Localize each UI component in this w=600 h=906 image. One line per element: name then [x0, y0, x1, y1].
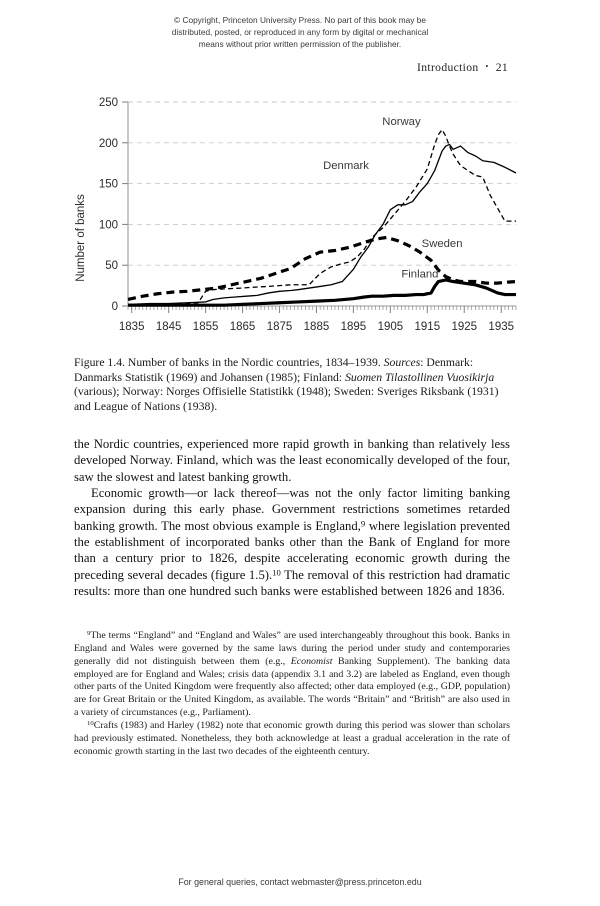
- x-tick-label-1835: 1835: [118, 321, 145, 333]
- series-line-norway: [128, 130, 516, 305]
- chart-series: [128, 130, 516, 305]
- x-tick-label-1845: 1845: [155, 321, 182, 333]
- chart-y-axis-label: Number of banks: [75, 194, 87, 282]
- caption-sources-label: Sources: [383, 356, 421, 369]
- x-tick-label-1905: 1905: [377, 321, 404, 333]
- copyright-line-1: © Copyright, Princeton University Press. No part of this book may be: [174, 15, 426, 25]
- series-label-norway: Norway: [382, 115, 421, 128]
- caption-tail: (various); Norway: Norges Offisielle Statistikk (1948); Sweden: Sveriges Riksbank (1931) and League of Nations (1938).: [74, 385, 499, 413]
- chart-x-axis: [119, 306, 516, 333]
- caption-middle: : Denmark: Danmarks Statistik (1969) and Johansen (1985); Finland:: [74, 356, 474, 384]
- footnote-9: [74, 630, 510, 720]
- footnote-ref-9[interactable]: 9: [360, 518, 366, 529]
- footnote-marker-10: 10: [87, 720, 94, 728]
- series-label-finland: Finland: [401, 268, 439, 281]
- x-tick-label-1895: 1895: [340, 321, 367, 333]
- italic-run: Economist: [290, 655, 333, 667]
- figure-1-4: [72, 88, 522, 350]
- x-tick-label-1935: 1935: [488, 321, 515, 333]
- body-run-2: where legislation prevented the establishment of incorporated banks other than the Bank of England for more than a century prior to 1826, despite accelerating economic growth during the preceding several decades (figure 1.5).: [74, 518, 510, 582]
- copyright-line-3: means without prior written permission of the publisher.: [198, 39, 402, 50]
- footnotes-section: [74, 630, 510, 758]
- y-tick-label-200: 200: [98, 137, 118, 150]
- y-tick-label-0: 0: [111, 301, 118, 313]
- body-run-0: Economic growth—or lack thereof—was not the only factor limiting banking expansion during this early phase. Government restrictions sometimes retarded banking growth. The most obvious example is England,: [74, 486, 510, 533]
- chart-y-axis: [99, 97, 128, 313]
- bullet-separator-icon: •: [485, 62, 489, 71]
- caption-italic-source: Suomen Tilastollinen Vuosikirja: [345, 370, 495, 384]
- body-text: [74, 436, 510, 599]
- series-label-sweden: Sweden: [421, 238, 463, 251]
- series-label-denmark: Denmark: [323, 159, 369, 172]
- y-tick-label-50: 50: [105, 260, 118, 273]
- x-tick-label-1855: 1855: [192, 321, 219, 333]
- y-tick-label-150: 150: [98, 178, 118, 191]
- x-tick-label-1925: 1925: [451, 321, 478, 333]
- caption-prefix: Figure 1.4. Number of banks in the Nordic countries, 1834–1939.: [74, 356, 384, 369]
- body-paragraph-1: [74, 436, 510, 485]
- footnote-marker-9: 9: [87, 630, 91, 638]
- page-footer: [0, 877, 600, 887]
- x-tick-label-1875: 1875: [266, 321, 293, 333]
- figure-caption: [74, 356, 514, 414]
- footnote-run-0: The terms “England” and “England and Wales” are used interchangeably throughout this book. Banks in England and Wales were governed by the same laws during the period under study and contemporaries generally did not distinguish between them (e.g.,: [74, 630, 510, 667]
- nordic-banks-line-chart: [72, 88, 522, 350]
- body-paragraph-2: [74, 485, 510, 599]
- x-tick-label-1885: 1885: [303, 321, 330, 333]
- y-tick-label-100: 100: [98, 219, 118, 232]
- footnote-run-0: Crafts (1983) and Harley (1982) note that economic growth during this period was slower than scholars had previously estimated. Nonetheless, they both acknowledge at least a gradual acceleration in the rate of economic growth starting in the last two decades of the eighteenth century.: [74, 719, 510, 757]
- x-tick-label-1865: 1865: [229, 321, 256, 333]
- footer-queries-text: For general queries, contact webmaster@press.princeton.edu: [178, 877, 422, 887]
- copyright-notice: [0, 14, 600, 51]
- body-run-4: The removal of this restriction had dramatic results: more than one hundred such banks were established between 1826 and 1836.: [74, 567, 510, 599]
- page-number: 21: [495, 61, 508, 74]
- footnote-10: [74, 720, 510, 759]
- footnote-run-2: Banking Supplement). The banking data employed are for England and Wales; crisis data (appendix 3.1 and 3.2) are labeled as England, even though other parts of the United Kingdom were frequently also affected; other data employed (e.g., GDP, population) are for Great Britain or the United Kingdom, as available. The words “Britain” and “British” are also used in a variety of circumstances (e.g., Parliament).: [74, 655, 510, 719]
- copyright-line-2: distributed, posted, or reproduced in any form by digital or mechanical: [171, 27, 429, 38]
- x-tick-label-1915: 1915: [414, 321, 441, 333]
- chart-annotations: [323, 116, 462, 281]
- body-run-0: the Nordic countries, experienced more rapid growth in banking than relatively less developed Norway. Finland, which was the least economically developed of the four, saw the slowest and latest banking growth.: [74, 437, 510, 484]
- y-tick-label-250: 250: [98, 97, 118, 109]
- running-head-title: Introduction: [417, 61, 479, 74]
- running-head: [0, 61, 600, 74]
- footnote-ref-10[interactable]: 10: [272, 567, 281, 578]
